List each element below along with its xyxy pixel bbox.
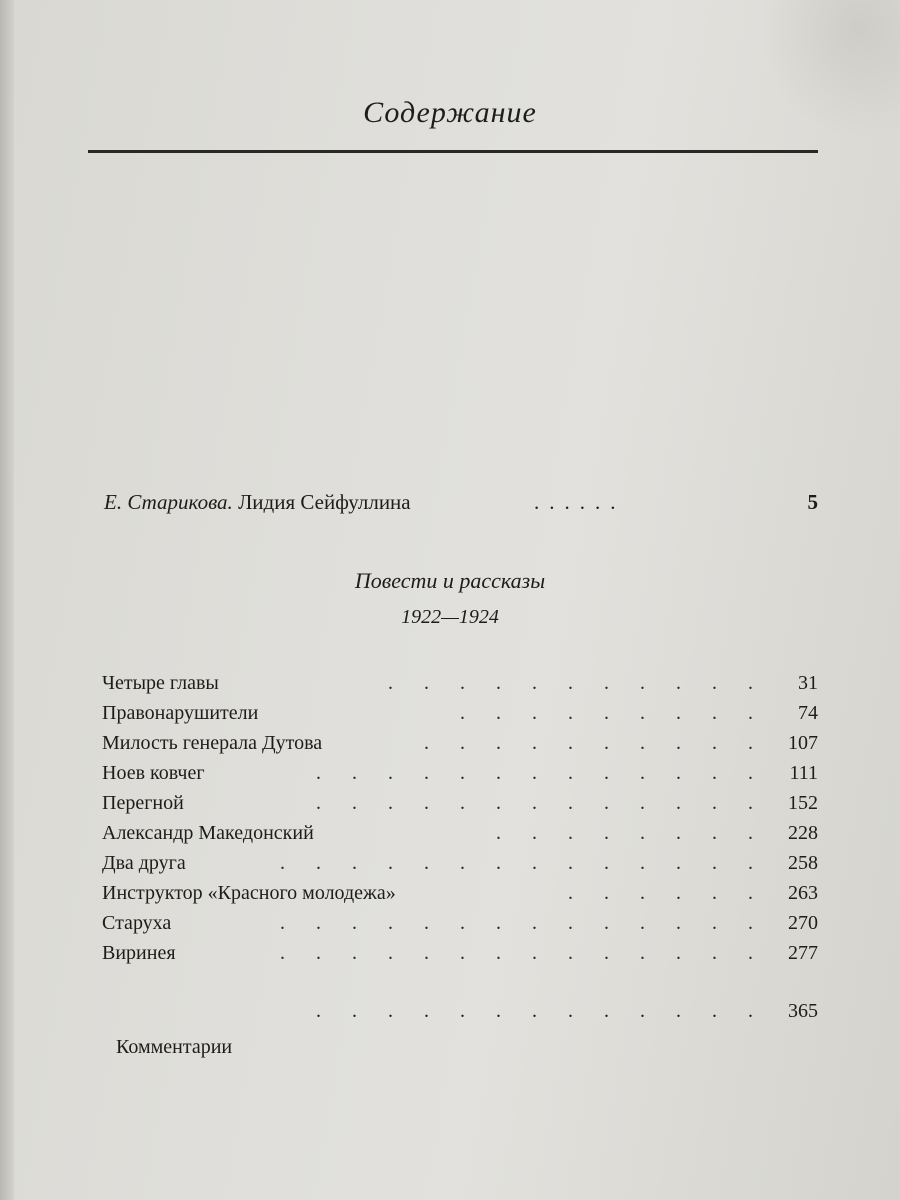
toc-entry-page: 107 [788,732,818,754]
toc-entry-label: Перегной [102,792,184,814]
toc-entry [102,878,818,908]
intro-page-number: 5 [807,490,818,514]
commentary-label: Комментарии [116,1036,233,1058]
commentary-page-row [102,996,818,1026]
toc-entry [102,938,818,968]
page-title: Содержание [363,96,537,129]
toc-entry-label: Два друга [102,852,186,874]
toc-entry-label: Александр Македонский [102,822,314,844]
section-title: Повести и рассказы [354,568,546,593]
toc-entry-page: 277 [788,942,818,964]
commentary-dots: . . . . . . . . . . . . . [316,1000,766,1022]
toc-entry-label: Ноев ковчег [102,762,205,784]
toc-entry [102,668,818,698]
toc-entry-label: Правонарушители [102,702,259,724]
toc-entry-dots: . . . . . . . . . . . . . [316,792,766,814]
toc-entry-dots: . . . . . . . . . . . . . . [280,942,766,964]
toc-entry-dots: . . . . . . . . . . . . . . [280,912,766,934]
toc-entry-dots: . . . . . . . . . [460,702,766,724]
toc-entry-page: 228 [788,822,818,844]
toc-entry-page: 74 [798,702,818,724]
title-rule [88,150,818,153]
toc-entry-dots: . . . . . . . . . . [424,732,766,754]
toc-entry [102,728,818,758]
toc-entry [102,908,818,938]
toc-entry-page: 270 [788,912,818,934]
commentary-entry [102,996,818,1062]
intro-author: Е. Старикова. [104,490,233,514]
toc-entry-label: Виринея [102,942,176,964]
page-edge [0,0,14,1200]
commentary-page-number: 365 [788,1000,818,1022]
toc-entry-dots: . . . . . . . . . . . . . . [280,852,766,874]
toc-entry-dots: . . . . . . . . [496,822,766,844]
toc-entry-page: 111 [789,762,818,784]
toc-entry-label: Старуха [102,912,172,934]
toc-entry-dots: . . . . . . . . . . . . . [316,762,766,784]
toc-entry-page: 258 [788,852,818,874]
toc-entry [102,818,818,848]
toc-entry-dots: . . . . . . . . . . . [388,672,766,694]
toc-entry [102,848,818,878]
toc-entry-label: Четыре главы [102,672,219,694]
intro-entry [104,490,818,515]
toc-entry-label: Инструктор «Красного молодежа» [102,882,396,904]
toc-list [102,668,818,968]
toc-entry-label: Милость генерала Дутова [102,732,323,754]
toc-entry [102,758,818,788]
intro-dots: ...... [534,490,626,514]
section-years: 1922—1924 [401,606,499,628]
toc-entry-page: 31 [798,672,818,694]
toc-entry [102,788,818,818]
intro-text: Лидия Сейфуллина [238,490,411,514]
toc-entry-dots: . . . . . . [568,882,766,904]
toc-entry-page: 263 [788,882,818,904]
toc-entry [102,698,818,728]
toc-entry-page: 152 [788,792,818,814]
